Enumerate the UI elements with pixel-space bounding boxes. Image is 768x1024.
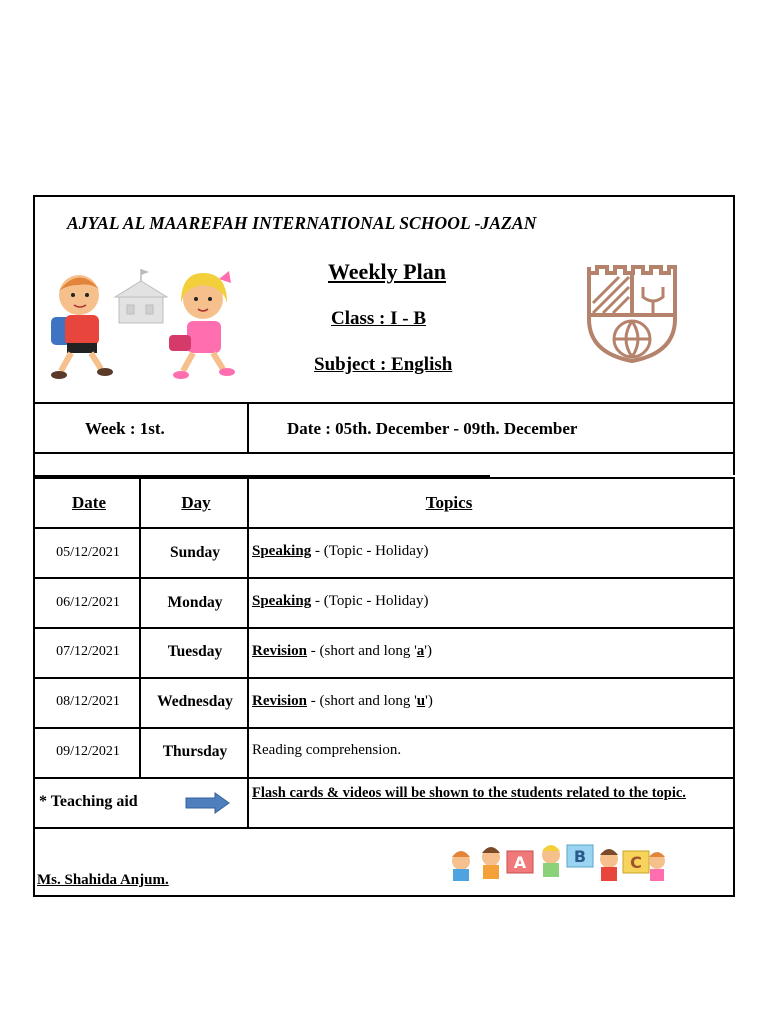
- divider: [35, 827, 733, 829]
- row-day: Thursday: [162, 743, 228, 760]
- row-date: 07/12/2021: [56, 644, 120, 659]
- week-label: Week : 1st.: [85, 419, 165, 438]
- row-topic: Revision - (short and long 'a'): [252, 643, 432, 659]
- divider: [35, 727, 733, 729]
- header-day: Day: [181, 493, 211, 512]
- divider: [35, 627, 733, 629]
- date-range: Date : 05th. December - 09th. December: [287, 419, 578, 438]
- divider: [35, 452, 733, 454]
- divider: [35, 677, 733, 679]
- row-day: Tuesday: [167, 643, 223, 660]
- row-topic: Revision - (short and long 'u'): [252, 693, 433, 709]
- abc-kids-illustration: [447, 837, 667, 887]
- row-topic: Speaking - (Topic - Holiday): [252, 593, 429, 609]
- row-day: Sunday: [170, 544, 220, 561]
- divider: [35, 777, 733, 779]
- teacher-signature: Ms. Shahida Anjum.: [37, 872, 169, 888]
- row-topic: Speaking - (Topic - Holiday): [252, 543, 429, 559]
- abc-letter-b: B: [573, 847, 587, 866]
- divider: [247, 777, 249, 827]
- abc-letter-a: A: [513, 853, 527, 872]
- page-title: Weekly Plan: [328, 259, 446, 284]
- right-arrow-icon: [185, 792, 230, 814]
- row-day: Monday: [167, 594, 223, 611]
- school-crest-logo: [583, 263, 681, 363]
- row-day: Wednesday: [157, 693, 233, 710]
- row-topic: Reading comprehension.: [252, 742, 402, 758]
- weekly-plan-document: [33, 195, 735, 897]
- subject-label: Subject : English: [314, 354, 453, 375]
- class-label: Class : I - B: [331, 308, 427, 329]
- teaching-aid-label: * Teaching aid: [39, 793, 138, 810]
- abc-letter-c: C: [630, 853, 642, 872]
- row-date: 05/12/2021: [56, 545, 120, 560]
- school-name: AJYAL AL MAAREFAH INTERNATIONAL SCHOOL -JAZAN: [67, 213, 537, 233]
- divider: [35, 577, 733, 579]
- kids-school-illustration: [41, 265, 241, 383]
- divider: [35, 402, 733, 404]
- row-date: 06/12/2021: [56, 595, 120, 610]
- row-date: 09/12/2021: [56, 744, 120, 759]
- divider: [247, 402, 249, 452]
- row-date: 08/12/2021: [56, 694, 120, 709]
- teaching-aid-text: Flash cards & videos will be shown to the students related to the topic.: [252, 785, 686, 801]
- header-date: Date: [72, 493, 106, 512]
- header-topics: Topics: [425, 493, 473, 512]
